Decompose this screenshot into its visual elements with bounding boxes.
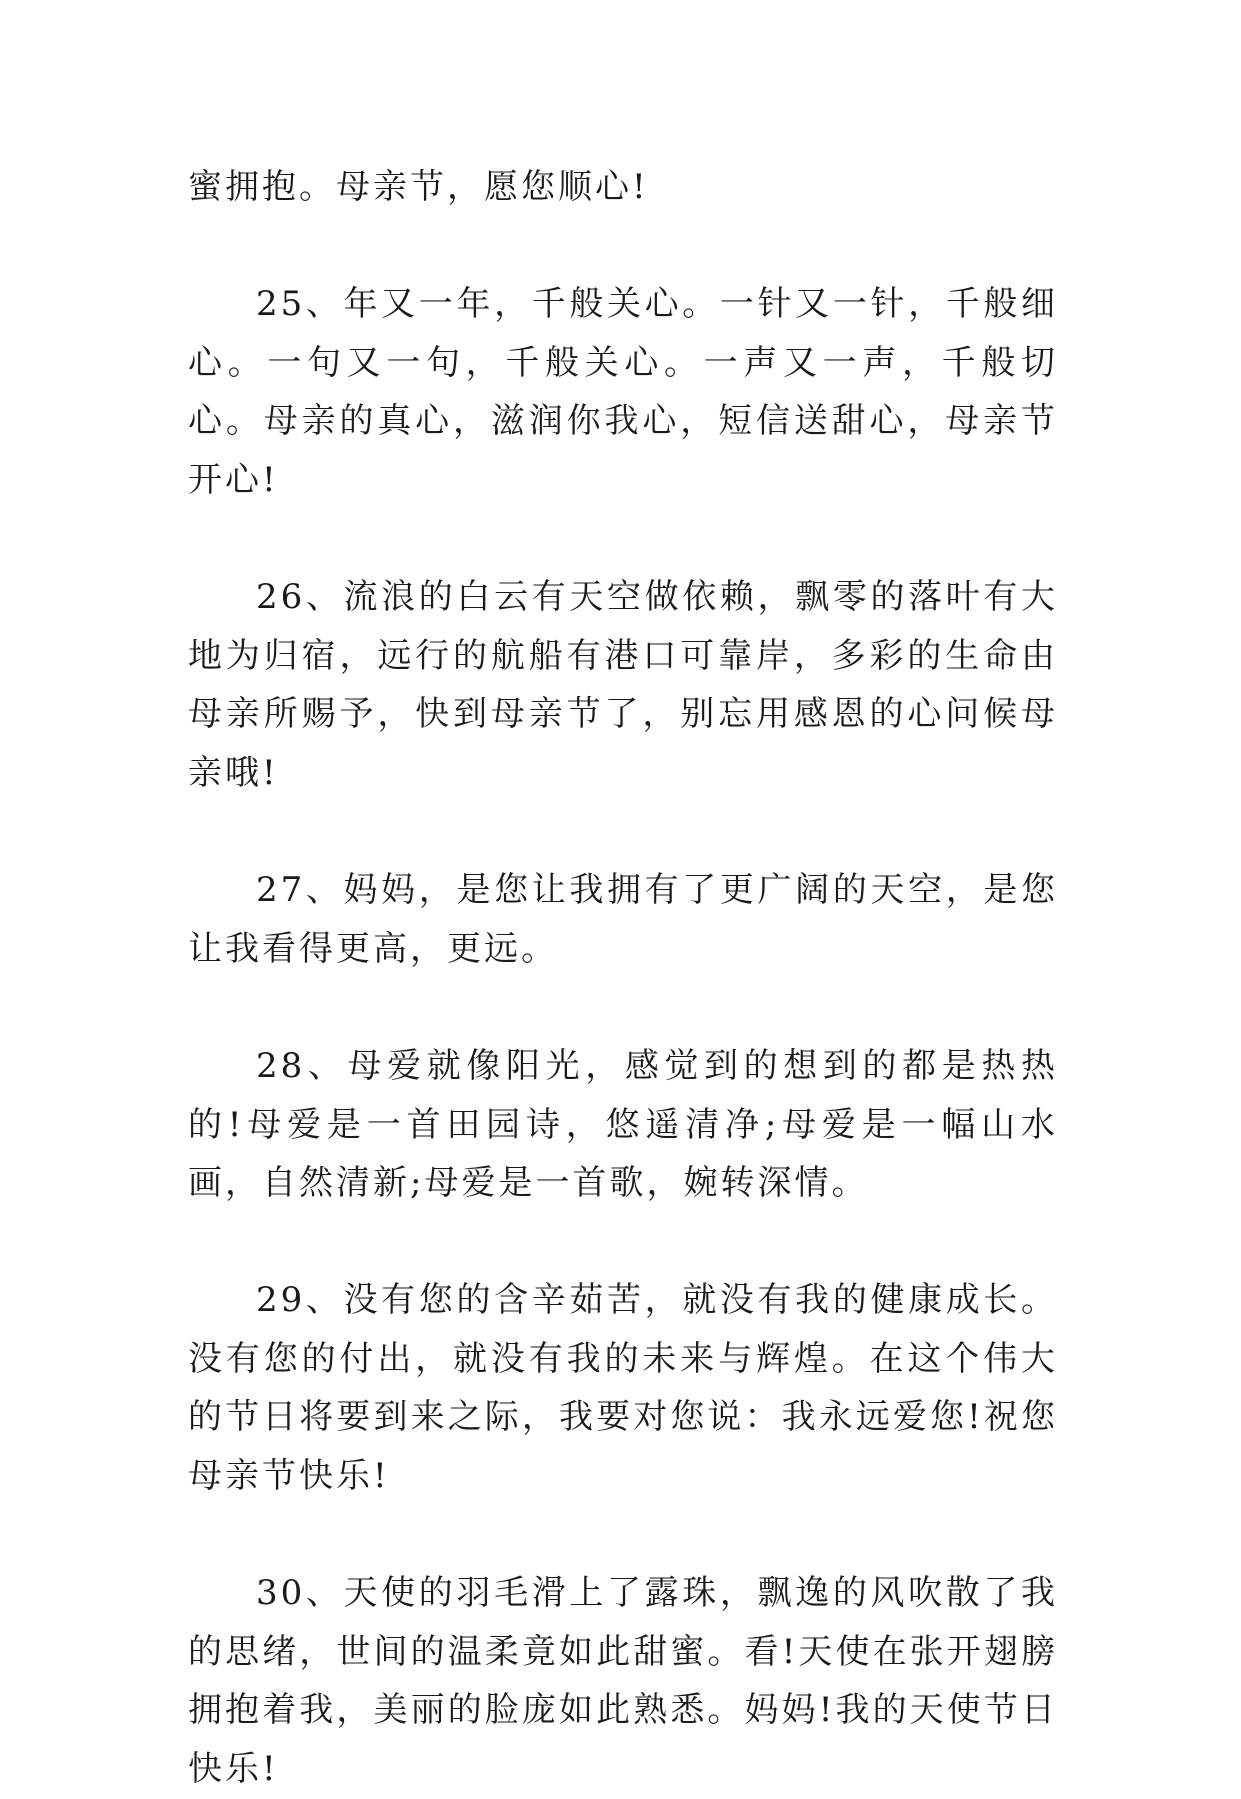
paragraph-27: 27、妈妈，是您让我拥有了更广阔的天空，是您让我看得更高，更远。 xyxy=(188,870,1058,969)
paragraph-30: 30、天使的羽毛滑上了露珠，飘逸的风吹散了我的思绪，世间的温柔竟如此甜蜜。看!天使在张开翅膀拥抱着我，美丽的脸庞如此熟悉。妈妈!我的天使节日快乐! xyxy=(188,1573,1058,1790)
paragraph-28: 28、母爱就像阳光，感觉到的想到的都是热热的!母爱是一首田园诗，悠遥清净;母爱是一幅山水画，自然清新;母爱是一首歌，婉转深情。 xyxy=(188,1045,1058,1204)
paragraph-continuation: 蜜拥抱。母亲节，愿您顺心! xyxy=(188,167,649,207)
paragraph-25: 25、年又一年，千般关心。一针又一针，千般细心。一句又一句，千般关心。一声又一声，千般切心。母亲的真心，滋润你我心，短信送甜心，母亲节开心! xyxy=(188,284,1058,500)
paragraph-26: 26、流浪的白云有天空做依赖，飘零的落叶有大地为归宿，远行的航船有港口可靠岸，多彩的生命由母亲所赐予，快到母亲节了，别忘用感恩的心问候母亲哦! xyxy=(188,577,1058,793)
document-body xyxy=(188,158,1058,1799)
paragraph-29: 29、没有您的含辛茹苦，就没有我的健康成长。没有您的付出，就没有我的未来与辉煌。在这个伟大的节日将要到来之际，我要对您说：我永远爱您!祝您母亲节快乐! xyxy=(188,1280,1058,1497)
